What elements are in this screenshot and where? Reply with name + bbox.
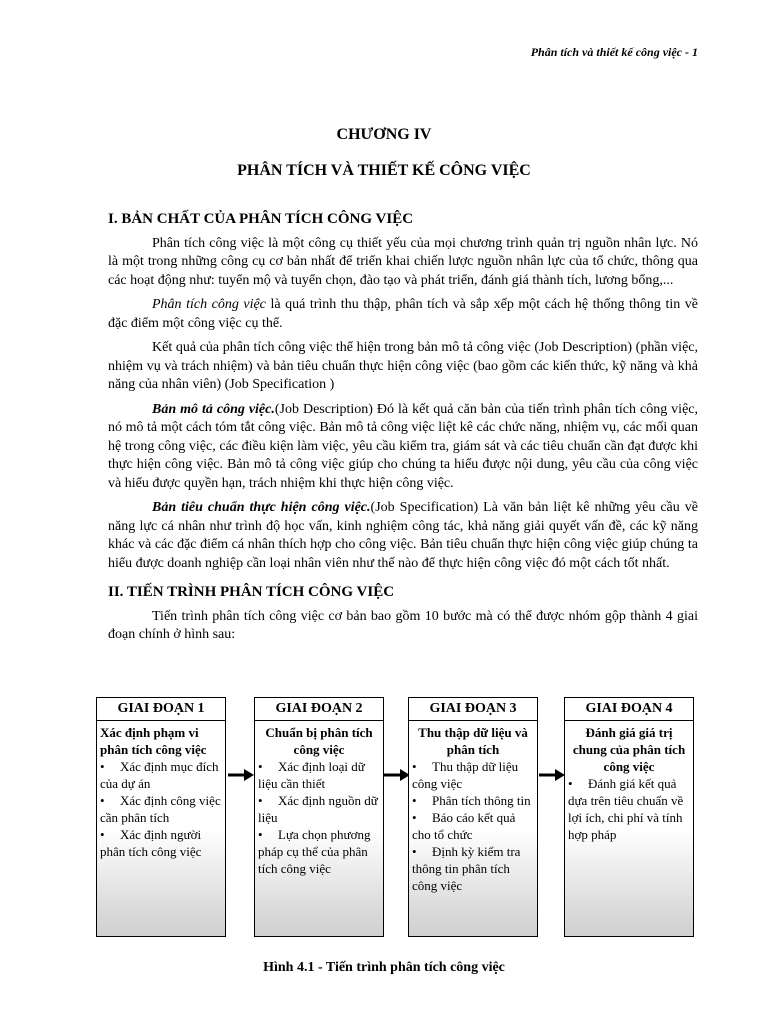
bullet-icon: •: [100, 827, 105, 842]
stage-box-2: [254, 697, 384, 937]
stage-3-item: • Định kỳ kiểm tra thông tin phân tích công việc: [412, 844, 521, 893]
paragraph-5-text: (Job Specification) Là văn bản liệt kê những yêu cầu về năng lực cá nhân như trình độ học vấn, kinh nghiệm công tác, khả năng giải quyết vấn đề, các kỹ năng khác và các đặc điểm cá nhân thích hợp cho công việc. Bản tiêu chuẩn thực hiện công việc giúp chúng ta hiểu được doanh nghiệp cần loại nhân viên như thế nào để thực hiện công việc đó một cách tốt nhất.: [108, 500, 698, 571]
bullet-icon: •: [412, 793, 417, 808]
stage-2-item: • Xác định loại dữ liệu cần thiết: [258, 759, 365, 791]
figure-caption: Hình 4.1 - Tiến trình phân tích công việc: [263, 960, 505, 975]
stage-box-4: [564, 697, 694, 937]
stage-4-head: GIAI ĐOẠN 4: [565, 698, 693, 721]
section-1-heading: I. BẢN CHẤT CỦA PHÂN TÍCH CÔNG VIỆC: [108, 211, 414, 227]
section-1-paragraph-1: Phân tích công việc là một công cụ thiết yếu của mọi chương trình quản trị nguồn nhân lực. Nó là một trong những công cụ cơ bản nhất để triển khai chiến lược nguồn nhân lực của tổ chức, thông qua các hoạt động như: tuyển mộ và tuyển chọn, đào tạo và phát triển, đánh giá thành tích, lương bổng,...: [108, 235, 698, 288]
stage-2-title: Chuẩn bị phân tích công việc: [265, 725, 373, 757]
stage-4-title: Đánh giá giá trị chung của phân tích công việc: [572, 725, 686, 774]
term-job-description: Bản mô tả công việc.: [152, 401, 275, 417]
bullet-icon: •: [412, 810, 417, 825]
arrow-right-icon: [539, 769, 565, 781]
running-header: Phân tích và thiết kế công việc - 1: [530, 45, 698, 59]
section-1: [108, 210, 698, 645]
arrow-right-icon: [228, 769, 254, 781]
stage-3-item: • Phân tích thông tin: [412, 793, 531, 808]
process-diagram: [96, 697, 696, 942]
term-job-analysis: Phân tích công việc: [152, 297, 266, 312]
stage-1-item: • Xác định mục đích của dự án: [100, 759, 219, 791]
bullet-icon: •: [258, 759, 263, 774]
stage-1-head: GIAI ĐOẠN 1: [97, 698, 225, 721]
section-2-paragraph-1: Tiến trình phân tích công việc cơ bản bao gồm 10 bước mà có thể được nhóm gộp thành 4 giai đoạn chính ở hình sau:: [108, 608, 698, 642]
bullet-icon: •: [258, 827, 263, 842]
stage-3-item: • Thu thập dữ liệu công việc: [412, 759, 519, 791]
paragraph-4-text: (Job Description) Đó là kết quả căn bản của tiến trình phân tích công việc, nó mô tả một cách tóm tắt công việc. Bản mô tả công việc liệt kê các chức năng, nhiệm vụ, các mối quan hệ trong công việc, các điều kiện làm việc, yêu cầu kiểm tra, giám sát và các tiêu chuẩn cần đạt được khi thực hiện công việc. Bản mô tả công việc giúp cho chúng ta hiểu được nội dung, yêu cầu của công việc và hiểu được quyền hạn, trách nhiệm khi thực hiện công việc.: [108, 401, 698, 491]
bullet-icon: •: [412, 759, 417, 774]
section-1-paragraph-4: [108, 401, 698, 494]
chapter-number: CHƯƠNG IV: [336, 126, 432, 143]
stage-box-3: [408, 697, 538, 937]
stage-box-1: [96, 697, 226, 937]
stage-2-item: • Xác định nguồn dữ liệu: [258, 793, 378, 825]
stage-1-item: • Xác định công việc cần phân tích: [100, 793, 221, 825]
stage-2-item: • Lựa chọn phương pháp cụ thể của phân tích công việc: [258, 827, 371, 876]
stage-2-head: GIAI ĐOẠN 2: [255, 698, 383, 721]
stage-1-item: • Xác định người phân tích công việc: [100, 827, 202, 859]
stage-3-item: • Báo cáo kết quả cho tổ chức: [412, 810, 516, 842]
stage-3-head: GIAI ĐOẠN 3: [409, 698, 537, 721]
paragraph-2-text: là quá trình thu thập, phân tích và sắp xếp một cách hệ thống thông tin về đặc điểm một công việc cụ thể.: [108, 297, 698, 331]
stage-3-title: Thu thập dữ liệu và phân tích: [418, 725, 528, 757]
term-job-specification: Bản tiêu chuẩn thực hiện công việc.: [152, 500, 371, 515]
chapter-title: PHÂN TÍCH VÀ THIẾT KẾ CÔNG VIỆC: [237, 162, 531, 179]
bullet-icon: •: [412, 844, 417, 859]
stage-1-title: Xác định phạm vi phân tích công việc: [100, 725, 207, 757]
stage-4-item: • Đánh giá kết quả dựa trên tiêu chuẩn về lợi ích, chi phí và tính hợp pháp: [568, 776, 684, 842]
section-1-paragraph-3: Kết quả của phân tích công việc thể hiện trong bản mô tả công việc (Job Description) (phần việc, nhiệm vụ và trách nhiệm) và bản tiêu chuẩn thực hiện công việc (bao gồm các kiến thức, kỹ năng và khả năng của nhân viên) (Job Specification ): [108, 340, 698, 392]
arrow-right-icon: [384, 769, 410, 781]
bullet-icon: •: [258, 793, 263, 808]
section-2-heading: II. TIẾN TRÌNH PHÂN TÍCH CÔNG VIỆC: [108, 584, 395, 600]
section-1-paragraph-2: [108, 296, 698, 333]
section-1-paragraph-5: [108, 499, 698, 573]
bullet-icon: •: [568, 776, 573, 791]
bullet-icon: •: [100, 793, 105, 808]
bullet-icon: •: [100, 759, 105, 774]
